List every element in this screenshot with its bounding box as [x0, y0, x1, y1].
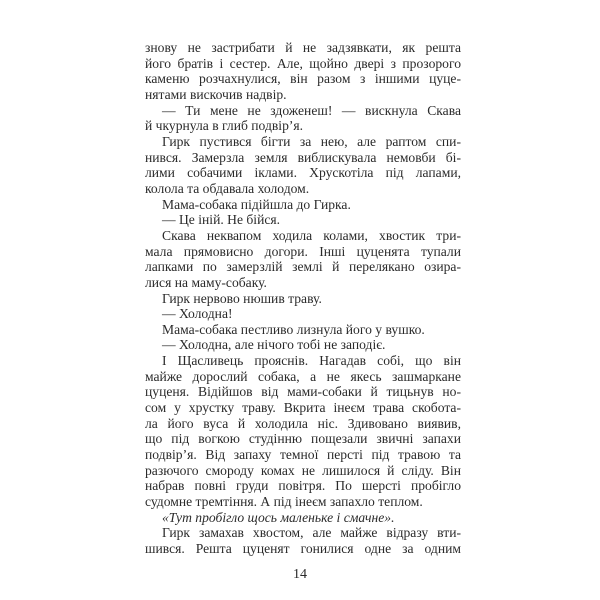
text-line: набрав повні груди повітря. По шерсті пробігло	[145, 478, 461, 494]
text-line: Мама-собака підійшла до Гирка.	[162, 196, 351, 212]
text-line: судомне тремтіння. А під інеєм запахло теплом.	[145, 494, 423, 510]
text-line: що під вогкою студінню пощезали звичні запахи	[145, 431, 461, 447]
text-line: подвір’я. Від запаху темної персті під травою та	[145, 447, 461, 463]
text-line: Скава неквапом ходила колами, хвостик три-	[162, 227, 461, 243]
text-line: — Холодна!	[162, 306, 233, 322]
text-line: нятами вискочив надвір.	[145, 86, 287, 102]
text-line: І Щасливець прояснів. Нагадав собі, що він	[162, 353, 461, 369]
italic-thought-line: «Тут пробігло щось маленьке і смачне».	[162, 509, 395, 525]
text-line: шився. Решта цуценят гонилися одне за одним	[145, 541, 461, 556]
text-line: майже дорослий собака, а не якесь зашмаркане	[145, 368, 461, 384]
book-page-text	[145, 40, 461, 557]
text-line: нився. Замерзла земля виблискувала немовби бі-	[145, 149, 461, 165]
text-line: разючого смороду комах не лишилося й сліду. Він	[145, 462, 461, 478]
text-line: каменю розчахнулися, він разом з іншими цуце-	[145, 71, 461, 87]
text-line: лими собачими іклами. Хрускотіла під лапами,	[145, 165, 461, 181]
text-line: Гирк нервово нюшив траву.	[162, 290, 322, 306]
text-line: Гирк пустився бігти за нею, але раптом спи-	[162, 133, 461, 149]
page-number: 14	[293, 567, 307, 582]
text-line: цуценя. Відійшов від мами-собаки й тицьнув но-	[145, 384, 461, 400]
text-line: мала прямовисно догори. Інші цуценята тупали	[145, 243, 461, 259]
text-line: й чкурнула в глиб подвір’я.	[145, 118, 304, 134]
text-line: Гирк замахав хвостом, але майже відразу вти-	[162, 525, 461, 541]
text-line: Мама-собака пестливо лизнула його у вушко.	[162, 321, 425, 337]
text-line: ла його вуса й холодила ніс. Здивовано виявив,	[145, 415, 461, 431]
text-line: сом у хрустку траву. Вкрита інеєм трава скобота-	[145, 400, 461, 416]
text-line: лися на маму-собаку.	[145, 274, 267, 290]
text-line: — Це іній. Не бійся.	[162, 212, 281, 228]
text-line: лапками по замерзлій землі й перелякано озира-	[145, 259, 461, 275]
text-line: знову не застрибати й не задзявкати, як решта	[145, 40, 461, 55]
text-line: його братів і сестер. Але, щойно двері з прозорого	[145, 55, 461, 71]
text-line: колола та обдавала холодом.	[145, 180, 310, 196]
text-line: — Ти мене не здоженеш! — вискнула Скава	[162, 102, 461, 118]
text-line: — Холодна, але нічого тобі не заподіє.	[162, 337, 386, 353]
